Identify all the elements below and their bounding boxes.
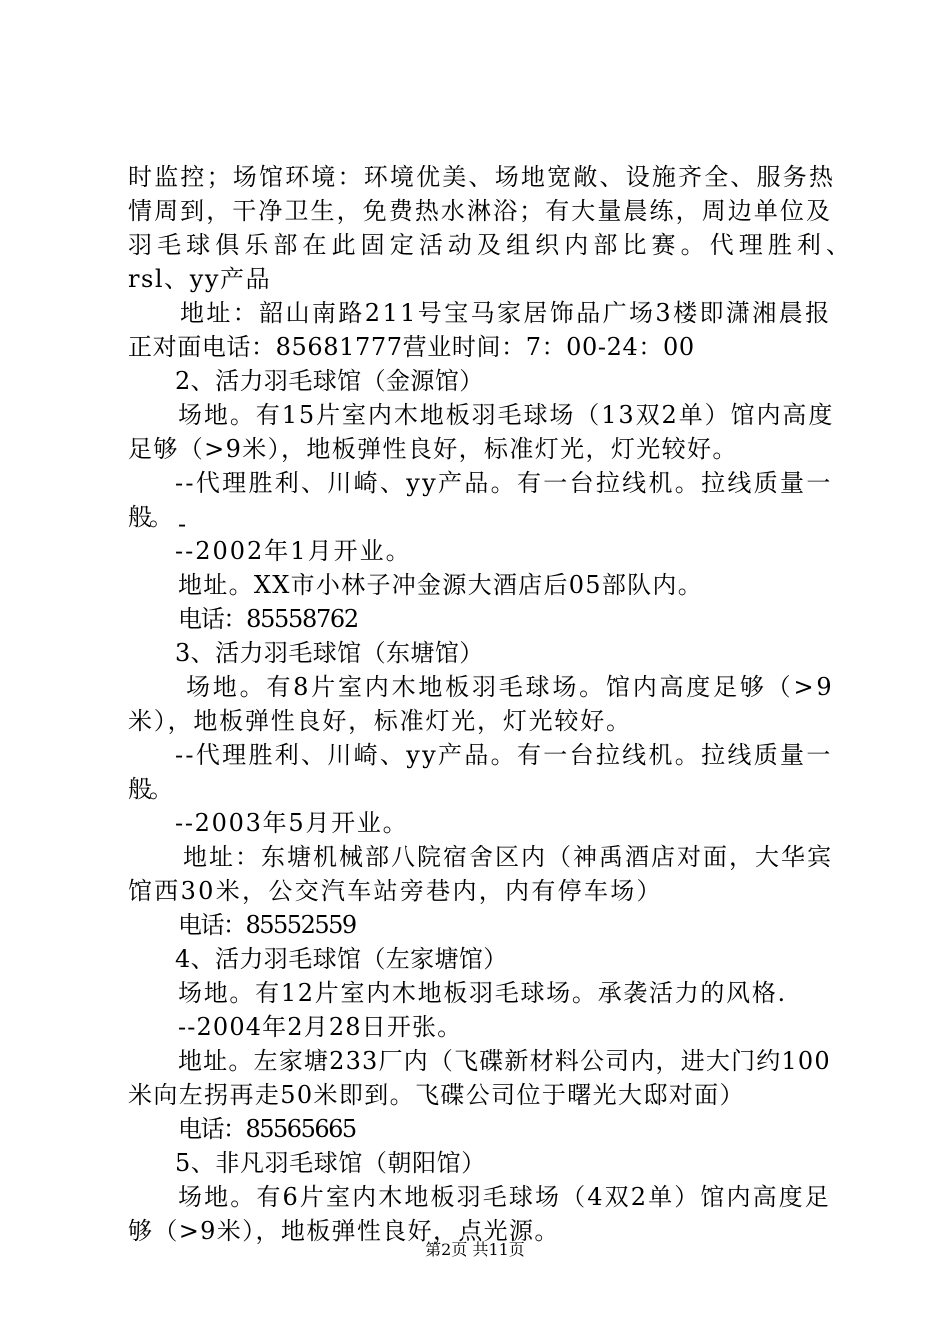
text-line: 情周到，干净卫生，免费热水淋浴；有大量晨练，周边单位及: [128, 197, 833, 225]
text-line: 电话：85552559: [178, 911, 356, 939]
text-line: 米向左拐再走50米即到。飞碟公司位于曙光大邸对面）: [128, 1081, 745, 1109]
text-line: --2003年5月开业。: [175, 809, 409, 837]
text-line: 地址：东塘机械部八院宿舍区内（神禹酒店对面，大华宾: [183, 843, 833, 871]
text-line: 场地。有12片室内木地板羽毛球场。承袭活力的风格.: [178, 979, 787, 1007]
text-line: --代理胜利、川崎、yy产品。有一台拉线机。拉线质量一: [175, 741, 833, 769]
text-line: 地址。XX市小林子冲金源大酒店后05部队内。: [178, 571, 703, 599]
text-line: 般。: [128, 503, 170, 531]
text-line: 够（>9米），地板弹性良好，点光源。: [128, 1217, 560, 1245]
text-line: 地址：韶山南路211号宝马家居饰品广场3楼即潇湘晨报: [180, 299, 832, 327]
text-line: --2002年1月开业。: [175, 537, 412, 565]
text-line: 米），地板弹性良好，标准灯光，灯光较好。: [128, 707, 632, 735]
text-line: 地址。左家塘233厂内（飞碟新材料公司内，进大门约100: [178, 1047, 831, 1075]
text-line: 足够（>9米），地板弹性良好，标准灯光，灯光较好。: [128, 435, 738, 463]
text-line: 电话：85558762: [178, 605, 358, 633]
text-line: 场地。有8片室内木地板羽毛球场。馆内高度足够（>9: [186, 673, 835, 701]
text-line: --代理胜利、川崎、yy产品。有一台拉线机。拉线质量一: [175, 469, 833, 497]
text-line: 场地。有6片室内木地板羽毛球场（4双2单）馆内高度足: [178, 1183, 831, 1211]
text-line: 5、非凡羽毛球馆（朝阳馆）: [175, 1149, 486, 1177]
text-line: -: [178, 510, 187, 538]
text-line: 正对面电话：85681777营业时间：7：00-24：00: [128, 333, 695, 361]
text-line: 电话：85565665: [178, 1115, 356, 1143]
text-line: 3、活力羽毛球馆（东塘馆）: [175, 639, 484, 667]
text-line: 般。: [128, 775, 170, 803]
page-footer: 第2页 共11页: [425, 1240, 525, 1259]
text-line: 馆西30米，公交汽车站旁巷内，内有停车场）: [128, 877, 663, 905]
text-line: 时监控；场馆环境：环境优美、场地宽敞、设施齐全、服务热: [128, 163, 836, 191]
text-line: 4、活力羽毛球馆（左家塘馆）: [175, 945, 508, 973]
text-line: rsl、yy产品: [128, 265, 272, 293]
text-line: 2、活力羽毛球馆（金源馆）: [175, 367, 484, 395]
text-line: --2004年2月28日开张。: [178, 1013, 463, 1041]
text-line: 场地。有15片室内木地板羽毛球场（13双2单）馆内高度: [178, 401, 835, 429]
text-line: 羽毛球俱乐部在此固定活动及组织内部比赛。代理胜利、: [128, 231, 856, 259]
